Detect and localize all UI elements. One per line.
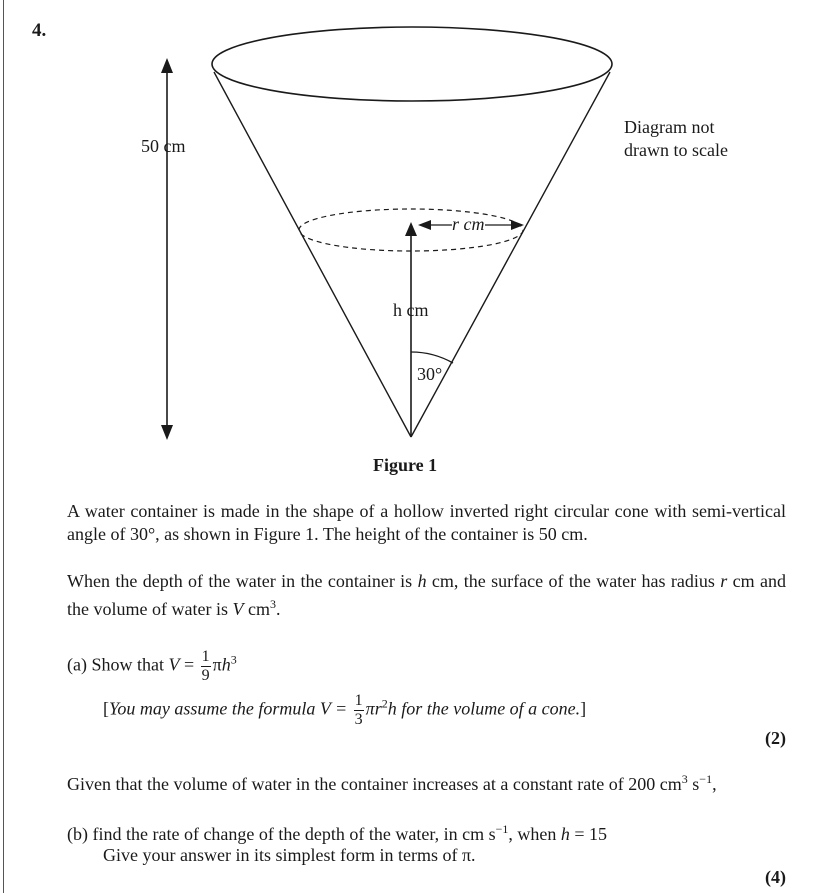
cone-rim bbox=[212, 27, 612, 101]
scale-note-line1: Diagram not bbox=[624, 117, 715, 137]
depth-arrow-head bbox=[405, 222, 417, 236]
formula-hint: [You may assume the formula V = $\frac{1}{3}$ $\pi r^2h$ for the volume of a cone.] bbox=[103, 692, 587, 728]
part-b: (b) find the rate of change of the depth of the water, in cm $s^{-1}$, when h = 15 bbox=[67, 822, 608, 844]
figure-caption: Figure 1 bbox=[373, 455, 438, 475]
angle-arc bbox=[411, 352, 453, 363]
depth-label: h cm bbox=[393, 300, 429, 320]
scale-note bbox=[624, 116, 728, 162]
fraction-one-third: $\frac{1}{3}$ bbox=[354, 692, 363, 728]
part-b-line2: Give your answer in its simplest form in terms of π. bbox=[103, 845, 476, 865]
paragraph-intro: A water container is made in the shape of a hollow inverted right circular cone with semi-vertical angle of 30°, as shown in Figure 1. The height of the container is 50 cm. bbox=[67, 501, 786, 544]
scale-note-line2: drawn to scale bbox=[624, 140, 728, 160]
radius-arrow-right-head bbox=[511, 220, 524, 230]
question-number: 4. bbox=[32, 20, 47, 41]
part-a: (a) Show that V = $\frac{1}{9}$ $\pi h^3$ bbox=[67, 648, 237, 684]
radius-arrow-left-head bbox=[418, 220, 431, 230]
given-rate: Given that the volume of water in the container increases at a constant rate of 200 $cm^3$ $s^{-1}$, bbox=[67, 772, 717, 794]
paragraph-definitions: When the depth of the water in the container is h cm, the surface of the water has radius r cm and the volume of water is V $cm^3$. bbox=[67, 571, 786, 619]
height-label: 50 cm bbox=[141, 136, 186, 156]
height-arrow-bottom bbox=[161, 425, 173, 440]
fraction-one-ninth: $\frac{1}{9}$ bbox=[201, 648, 210, 684]
height-arrow-top bbox=[161, 58, 173, 73]
radius-label: r cm bbox=[452, 214, 485, 234]
angle-label: 30° bbox=[417, 364, 443, 384]
cone-left-side bbox=[214, 72, 411, 437]
marks-part-a: (2) bbox=[765, 728, 786, 748]
marks-part-b: (4) bbox=[765, 867, 786, 887]
